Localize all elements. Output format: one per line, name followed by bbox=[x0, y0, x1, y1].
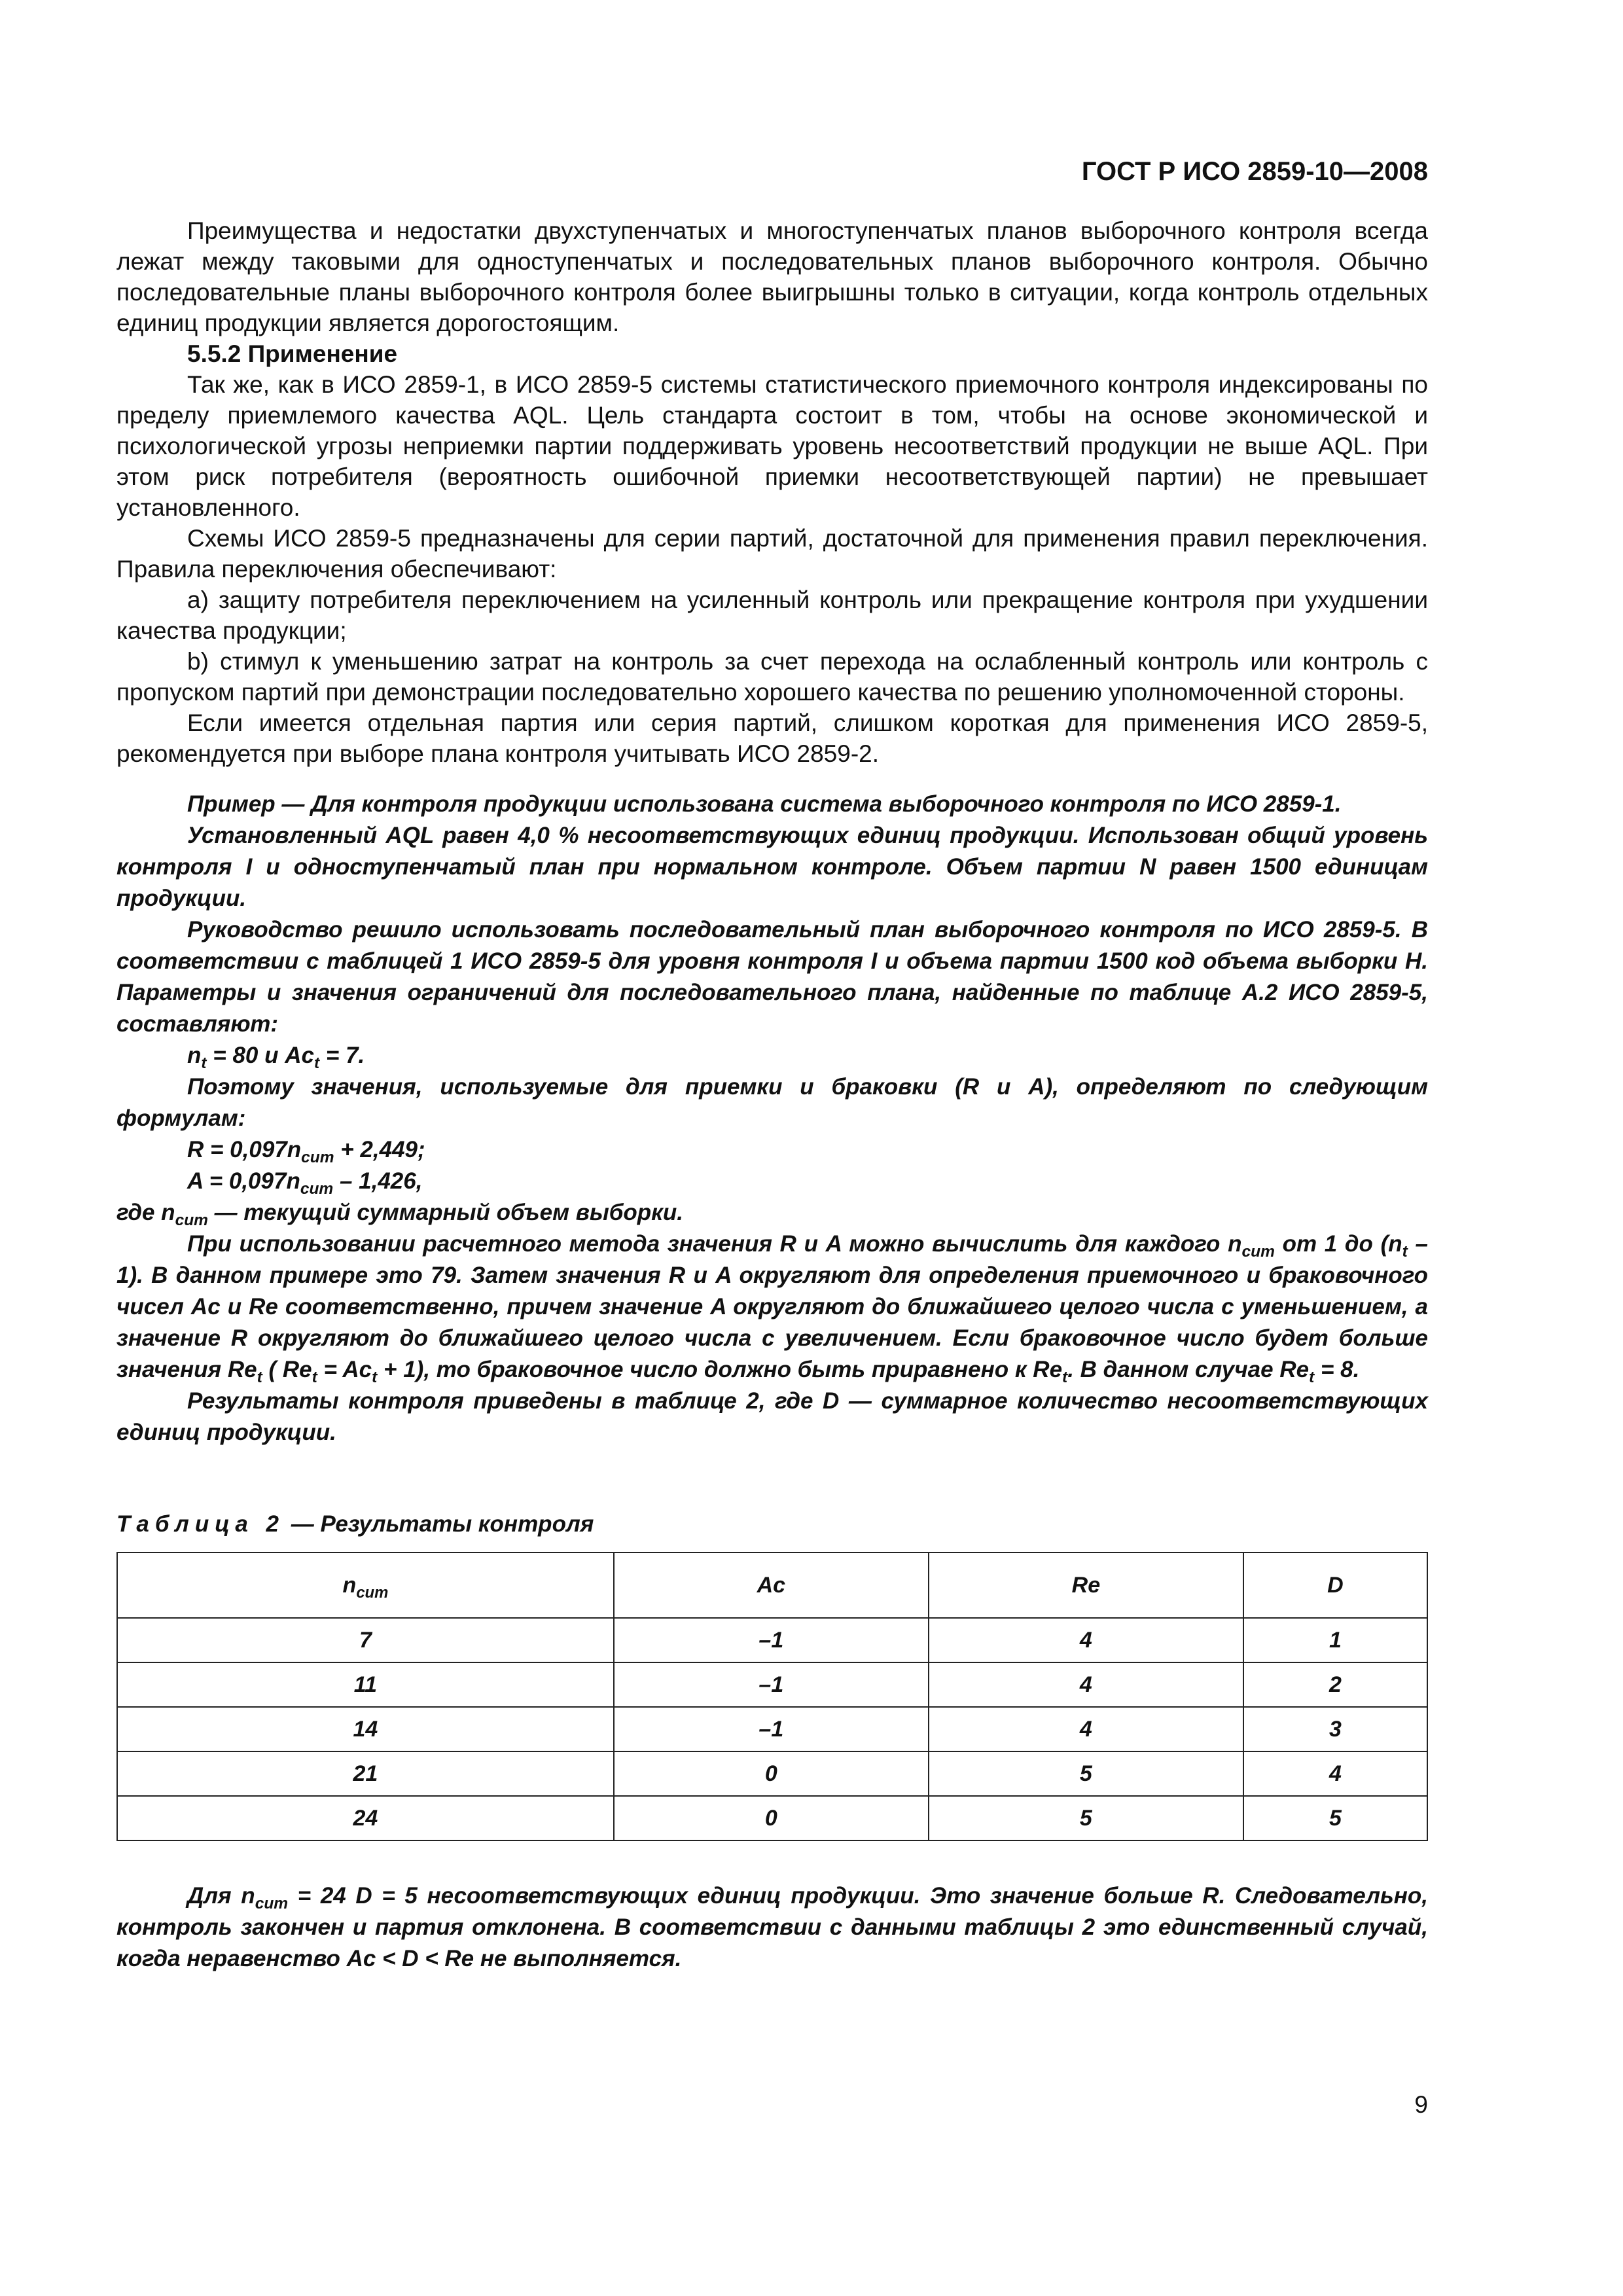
example-formulas-intro: Поэтому значения, используемые для приемки и браковки (R и A), определяют по следующим формулам: bbox=[116, 1074, 1428, 1131]
example-plan: Руководство решило использовать последовательный план выборочного контроля по ИСО 2859-5. В соответствии с таблицей 1 ИСО 2859-5 для уровня контроля I и объема партии 1500 код объема выборки H. Параметры и значения ограничений для последовательного плана, найденные по таблице А.2 ИСО 2859-5, составляют: bbox=[116, 917, 1428, 1037]
formula-nt-act: $n_t = 80$ и $Ac_t = 7$. bbox=[187, 1043, 365, 1072]
formula-a: $A = 0,097n_{cum} - 1,426$, bbox=[187, 1168, 423, 1198]
cell-re: 5 bbox=[929, 1751, 1243, 1796]
cell-re: 5 bbox=[929, 1796, 1243, 1840]
example-aql: Установленный AQL равен 4,0 % несоответствующих единиц продукции. Использован общий уровень контроля I и одноступенчатый план при нормальном контроле. Объем партии N равен 1500 единицам продукции. bbox=[116, 823, 1428, 911]
cell-ac: 0 bbox=[614, 1751, 929, 1796]
paragraph-aql: Так же, как в ИСО 2859-1, в ИСО 2859-5 системы статистического приемочного контроля индексированы по пределу приемлемого качества AQL. Цель стандарта состоит в том, чтобы на основе экономической и психологической угрозы неприемки партии поддерживать уровень несоответствий продукции не выше AQL. При этом риск потребителя (вероятность ошибочной приемки несоответствующей партии) не превышает установленного. bbox=[116, 371, 1428, 521]
paragraph-switching: Схемы ИСО 2859-5 предназначены для серии партий, достаточной для применения правил переключения. Правила переключения обеспечивают: bbox=[116, 525, 1428, 583]
table-row bbox=[117, 1618, 1427, 1662]
formula-where: где $n_{cum}$ — текущий суммарный объем выборки. bbox=[116, 1200, 683, 1229]
cell-ac: –1 bbox=[614, 1707, 929, 1751]
cell-re: 4 bbox=[929, 1707, 1243, 1751]
formula-r: $R = 0,097n_{cum} + 2,449$; bbox=[187, 1137, 425, 1166]
header-re: Re bbox=[929, 1552, 1243, 1618]
table-row bbox=[117, 1796, 1427, 1840]
header-d: D bbox=[1243, 1552, 1427, 1618]
cell-d: 5 bbox=[1243, 1796, 1427, 1840]
cell-d: 4 bbox=[1243, 1751, 1427, 1796]
example-calculation: При использовании расчетного метода значения R и A можно вычислить для каждого $n_{cum}$ от 1 до $(n_t - 1)$. В данном примере это 79. Затем значения R и A округляют для определения приемочного и браковочного чисел Ac и Re соответственно, причем значение A округляют до ближайшего целого числа с уменьшением, а значение R округляют до ближайшего целого числа с увеличением. Если браковочное число будет больше значения $Re_t$ ( $Re_t = Ac_t + 1$), то браковочное число должно быть приравнено к $Re_t$. В данном случае $Re_t = 8$. bbox=[116, 1231, 1428, 1386]
cell-ac: –1 bbox=[614, 1618, 929, 1662]
table-caption: Таблица 2 — Результаты контроля bbox=[116, 1511, 594, 1537]
cell-ac: –1 bbox=[614, 1662, 929, 1707]
cell-ncum: 7 bbox=[117, 1618, 614, 1662]
table-header-row bbox=[117, 1552, 1427, 1618]
table-row bbox=[117, 1707, 1427, 1751]
example-intro: Пример — Для контроля продукции использована система выборочного контроля по ИСО 2859-1. bbox=[187, 791, 1342, 817]
cell-re: 4 bbox=[929, 1662, 1243, 1707]
page-number: 9 bbox=[1414, 2091, 1428, 2118]
conclusion-paragraph: Для $n_{cum} = 24$ D = 5 несоответствующих единиц продукции. Это значение больше R. Следовательно, контроль закончен и партия отклонена. В соответствии с данными таблицы 2 это единственный случай, когда неравенство Ac < D < Re не выполняется. bbox=[116, 1883, 1428, 1971]
results-table bbox=[116, 1552, 1428, 1841]
header-ncum: $n_{cum}$ bbox=[117, 1552, 614, 1618]
document-header: ГОСТ Р ИСО 2859-10—2008 bbox=[1081, 157, 1428, 186]
paragraph-single-lot: Если имеется отдельная партия или серия партий, слишком короткая для применения ИСО 2859-5, рекомендуется при выборе плана контроля учитывать ИСО 2859-2. bbox=[116, 709, 1428, 767]
cell-ac: 0 bbox=[614, 1796, 929, 1840]
conclusion-block bbox=[116, 1880, 1428, 1975]
cell-ncum: 11 bbox=[117, 1662, 614, 1707]
list-item-b: b) стимул к уменьшению затрат на контроль за счет перехода на ослабленный контроль или контроль с пропуском партий при демонстрации последовательно хорошего качества по решению уполномоченной стороны. bbox=[116, 648, 1428, 706]
table-row bbox=[117, 1751, 1427, 1796]
list-item-a: a) защиту потребителя переключением на усиленный контроль или прекращение контроля при ухудшении качества продукции; bbox=[116, 586, 1428, 644]
cell-d: 3 bbox=[1243, 1707, 1427, 1751]
document-page bbox=[116, 157, 1428, 1975]
cell-ncum: 14 bbox=[117, 1707, 614, 1751]
table-row bbox=[117, 1662, 1427, 1707]
example-block bbox=[116, 789, 1428, 1448]
cell-d: 2 bbox=[1243, 1662, 1427, 1707]
section-title: 5.5.2 Применение bbox=[187, 340, 398, 367]
cell-re: 4 bbox=[929, 1618, 1243, 1662]
cell-d: 1 bbox=[1243, 1618, 1427, 1662]
paragraph-advantages: Преимущества и недостатки двухступенчатых и многоступенчатых планов выборочного контроля всегда лежат между таковыми для одноступенчатых и последовательных планов выборочного контроля. Обычно последовательные планы выборочного контроля более выигрышны только в ситуации, когда контроль отдельных единиц продукции является дорогостоящим. bbox=[116, 217, 1428, 336]
cell-ncum: 21 bbox=[117, 1751, 614, 1796]
header-ac: Ac bbox=[614, 1552, 929, 1618]
cell-ncum: 24 bbox=[117, 1796, 614, 1840]
example-results-intro: Результаты контроля приведены в таблице 2, где D — суммарное количество несоответствующих единиц продукции. bbox=[116, 1388, 1428, 1445]
